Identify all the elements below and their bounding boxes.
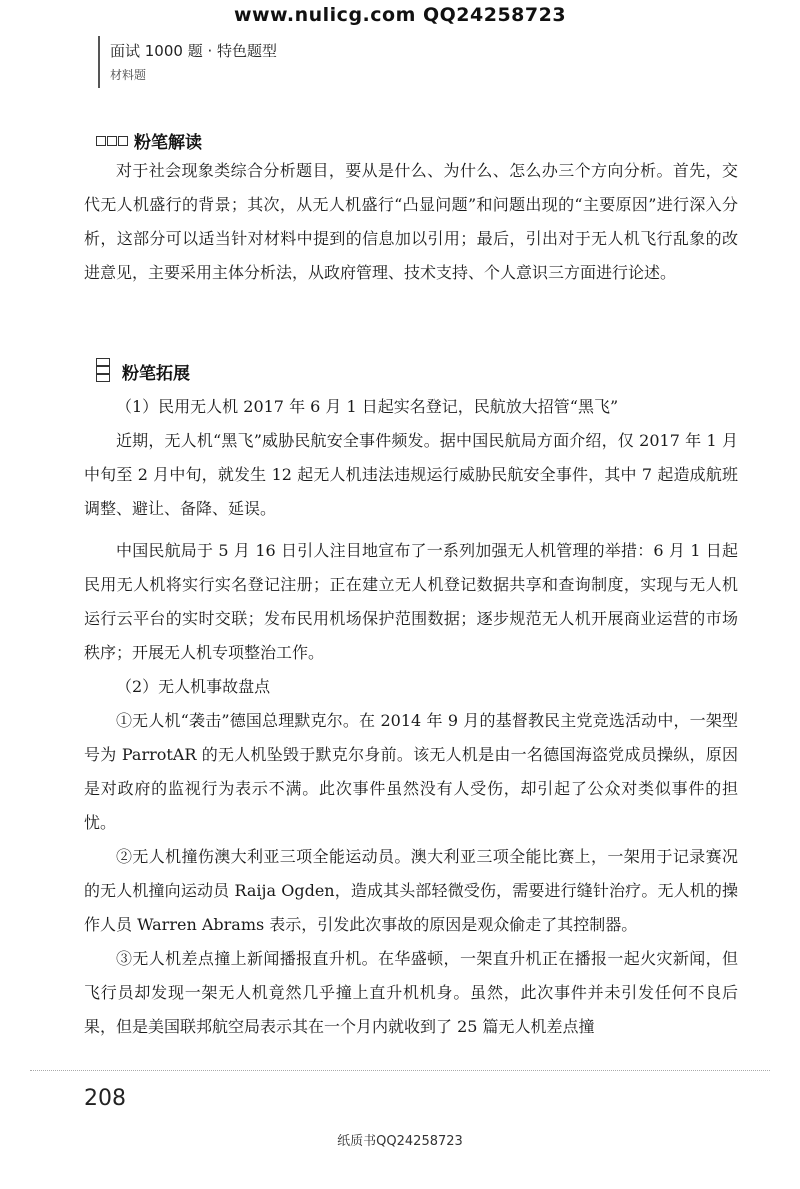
page-number: 208 [84, 1086, 126, 1111]
paragraph: 中国民航局于 5 月 16 日引人注目地宣布了一系列加强无人机管理的举措：6 月 1 日起民用无人机将实行实名登记注册；正在建立无人机登记数据共享和查询制度，实现与无人机运行云平台的实时交联；发布民用机场保护范围数据；逐步规范无人机开展商业运营的市场秩序；开展无人机专项整治工作。 [84, 541, 738, 662]
bottom-watermark: 纸质书QQ24258723 [337, 1134, 463, 1149]
interpretation-body [84, 154, 738, 290]
section-title: 粉笔拓展 [122, 363, 190, 384]
scan-artifact-line [30, 1070, 770, 1072]
stacked-blocks-icon [96, 358, 110, 384]
header-divider [98, 36, 100, 88]
running-header-subtitle: 材料题 [110, 68, 147, 82]
subheading: （2）无人机事故盘点 [116, 677, 271, 696]
paragraph: ③无人机差点撞上新闻播报直升机。在华盛顿，一架直升机正在播报一起火灾新闻，但飞行员却发现一架无人机竟然几乎撞上直升机机身。虽然，此次事件并未引发任何不良后果，但是美国联邦航空局表示其在一个月内就收到了 25 篇无人机差点撞 [84, 949, 738, 1036]
paragraph: 近期，无人机“黑飞”威胁民航安全事件频发。据中国民航局方面介绍，仅 2017 年 1 月中旬至 2 月中旬，就发生 12 起无人机违法违规运行威胁民航安全事件，其中 7 起造成航班调整、避让、备降、延误。 [84, 431, 738, 518]
section-title: 粉笔解读 [134, 133, 202, 153]
grid-icon [96, 136, 128, 146]
running-header-title: 面试 1000 题 · 特色题型 [110, 42, 278, 60]
paragraph: 对于社会现象类综合分析题目，要从是什么、为什么、怎么办三个方向分析。首先，交代无人机盛行的背景；其次，从无人机盛行“凸显问题”和问题出现的“主要原因”进行深入分析，这部分可以适当针对材料中提到的信息加以引用；最后，引出对于无人机飞行乱象的改进意见，主要采用主体分析法，从政府管理、技术支持、个人意识三方面进行论述。 [84, 161, 738, 282]
paragraph: ①无人机“袭击”德国总理默克尔。在 2014 年 9 月的基督教民主党竞选活动中，一架型号为 ParrotAR 的无人机坠毁于默克尔身前。该无人机是由一名德国海盗党成员操纵，原因是对政府的监视行为表示不满。此次事件虽然没有人受伤，却引起了公众对类似事件的担忧。 [84, 711, 738, 832]
subheading: （1）民用无人机 2017 年 6 月 1 日起实名登记，民航放大招管“黑飞” [116, 397, 619, 416]
extension-body [84, 390, 738, 1044]
top-watermark: www.nulicg.com QQ24258723 [233, 4, 567, 26]
section-heading-interpretation [96, 128, 202, 153]
paragraph: ②无人机撞伤澳大利亚三项全能运动员。澳大利亚三项全能比赛上，一架用于记录赛况的无人机撞向运动员 Raija Ogden，造成其头部轻微受伤，需要进行缝针治疗。无人机的操作人员 Warren Abrams 表示，引发此次事故的原因是观众偷走了其控制器。 [84, 847, 738, 934]
section-heading-extension [96, 358, 190, 384]
